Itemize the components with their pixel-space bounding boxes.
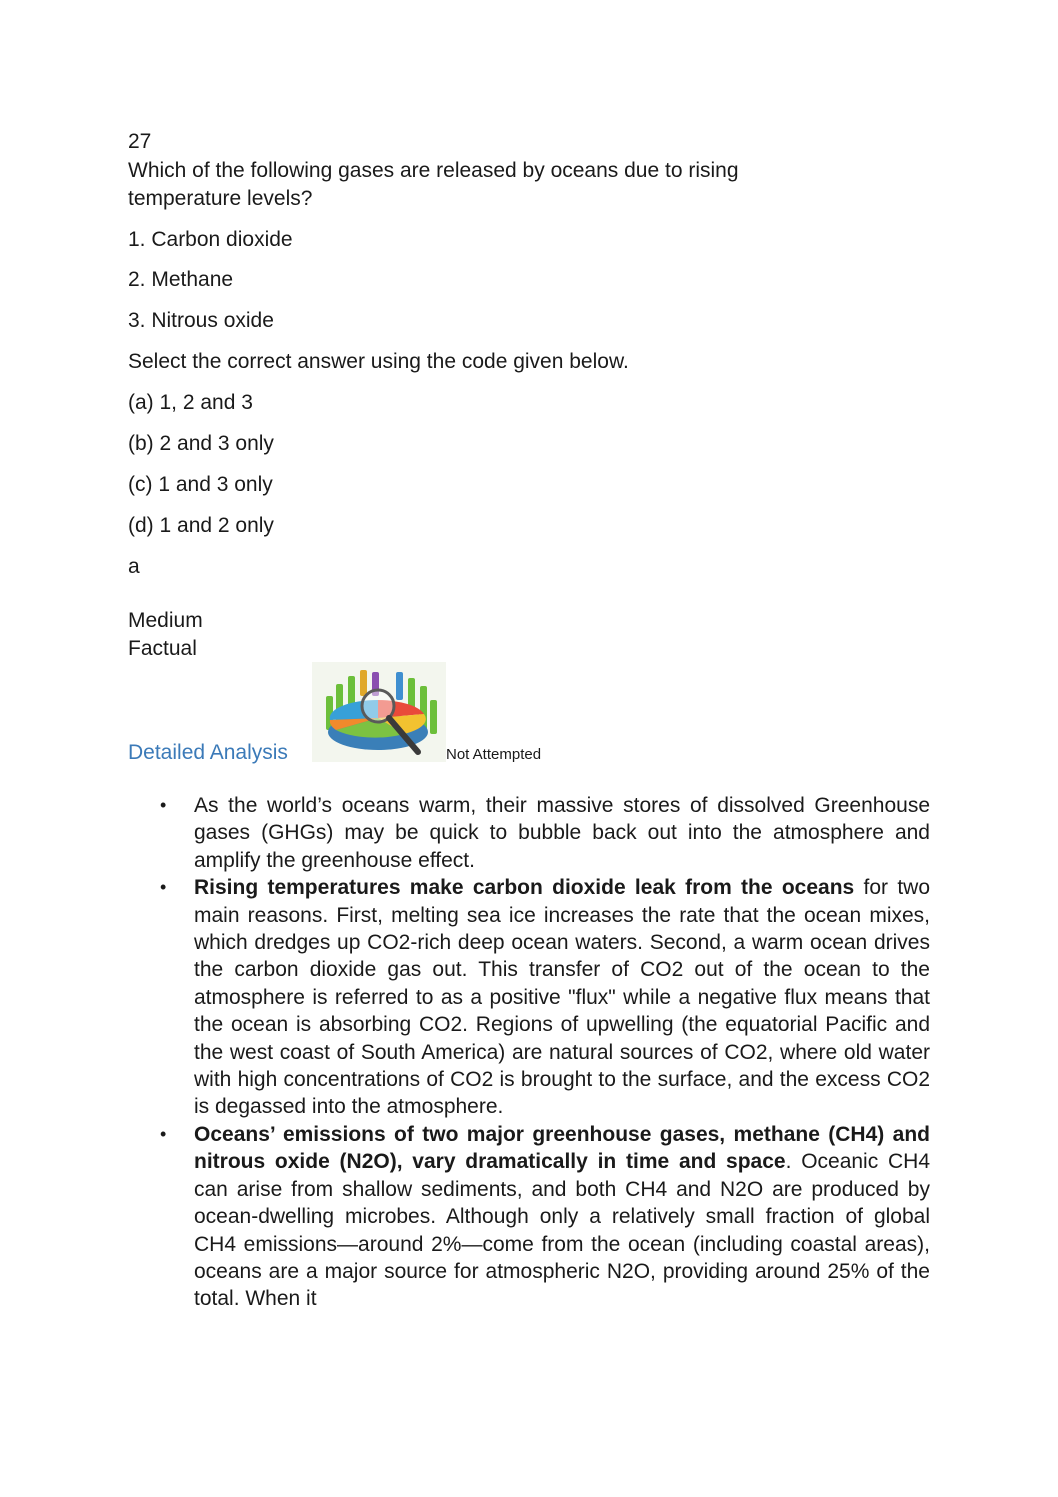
difficulty-label: Medium — [128, 609, 203, 632]
bullet-text: As the world’s oceans warm, their massive stores of dissolved Greenhouse gases (GHGs) may be quick to bubble back out into the atmosphere and amplify the greenhouse effect. — [194, 794, 930, 872]
bullet-text: for two main reasons. First, melting sea ice increases the rate that the ocean mixes, which dredges up CO2-rich deep ocean waters. Second, a warm ocean drives the carbon dioxide gas out. This transfer of CO2 out of the ocean to the atmosphere is referred to as a positive "flux" while a negative flux means that the ocean is absorbing CO2. Regions of upwelling (the equatorial Pacific and the west coast of South America) are natural sources of CO2, where old water with high concentrations of CO2 is brought to the surface, and the excess CO2 is degassed into the atmosphere. — [194, 876, 930, 1119]
statement-2: 2. Methane — [128, 268, 234, 291]
statement-3: 3. Nitrous oxide — [128, 309, 274, 332]
bullet-bold-text: Rising temperatures make carbon dioxide leak from the oceans — [194, 876, 855, 900]
analysis-bullet-list — [158, 792, 930, 1313]
bullet-bold-text: Oceans’ emissions of two major greenhouse gases, methane (CH4) and nitrous oxide (N2O), vary dramatically in time and space — [194, 1122, 930, 1174]
bullet-icon: • — [160, 1123, 167, 1144]
bullet-text: . Oceanic CH4 can arise from shallow sediments, and both CH4 and N2O are produced by ocean-dwelling microbes. Although only a relatively small fraction of global CH4 emissions—around 2%—come from the ocean (including coastal areas), oceans are a major source for atmospheric N2O, providing around 25% of the total. When it — [194, 1150, 930, 1311]
list-item — [158, 792, 930, 874]
instruction-text: Select the correct answer using the code given below. — [128, 350, 629, 373]
choice-d: (d) 1 and 2 only — [128, 514, 274, 537]
bullet-icon: • — [160, 795, 167, 815]
question-text-line-1: Which of the following gases are released by oceans due to rising — [128, 159, 739, 182]
choice-a: (a) 1, 2 and 3 — [128, 391, 253, 414]
list-item — [158, 1121, 930, 1313]
correct-answer: a — [128, 555, 140, 578]
attempt-status: Not Attempted — [446, 746, 542, 763]
question-text-line-2: temperature levels? — [128, 187, 313, 210]
choice-b: (b) 2 and 3 only — [128, 432, 274, 455]
bullet-icon: • — [160, 877, 167, 898]
choice-c: (c) 1 and 3 only — [128, 473, 273, 496]
statement-1: 1. Carbon dioxide — [128, 228, 293, 251]
list-item — [158, 874, 930, 1121]
detailed-analysis-link[interactable]: Detailed Analysis — [128, 741, 288, 764]
question-type-label: Factual — [128, 637, 197, 660]
question-number: 27 — [128, 130, 152, 153]
pie-chart-magnifier-icon — [312, 662, 446, 762]
